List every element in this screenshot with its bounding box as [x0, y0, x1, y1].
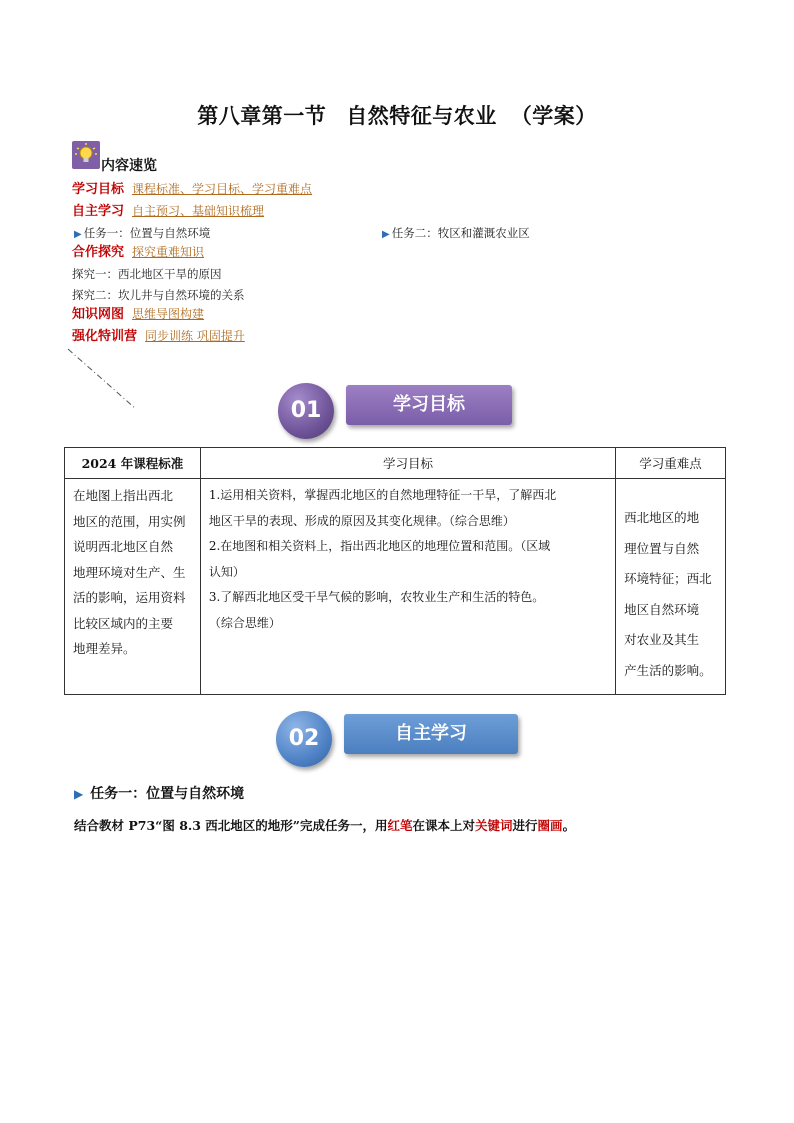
task-b-line: ▶ 任务二：牧区和灌溉农业区 — [382, 226, 530, 240]
task-one-instruction: 结合教材 P73“图 8.3 西北地区的地形”完成任务一，用红笔在课本上对关键词进行圈画。 — [74, 818, 576, 833]
lightbulb-icon — [72, 141, 100, 169]
table-row — [65, 479, 726, 695]
overview-item-goals[interactable]: 学习目标 课程标准、学习目标、学习重难点 — [72, 182, 313, 197]
cell-focus: 西北地区的地 理位置与自然 环境特征；西北 地区自然环境 对农业及其生 产生活的影响。 — [616, 479, 726, 695]
overview-item-mindmap[interactable]: 知识网图 思维导图构建 — [72, 307, 205, 322]
badge-number: 02 — [276, 711, 332, 767]
triangle-right-icon: ▶ — [74, 787, 84, 801]
section-badge-self-study — [276, 711, 522, 771]
task-a-line: ▶ 任务一：位置与自然环境 — [74, 226, 211, 240]
title-topic: 自然特征与农业 — [346, 104, 497, 128]
objectives-table — [64, 447, 726, 695]
overview-item-explore[interactable]: 合作探究 探究重难知识 — [72, 245, 205, 260]
task-one-heading: ▶ 任务一：位置与自然环境 — [74, 786, 245, 802]
header-focus: 学习重难点 — [616, 448, 726, 479]
title-chapter: 第八章第一节 — [197, 104, 327, 128]
header-goals: 学习目标 — [200, 448, 615, 479]
triangle-right-icon: ▶ — [382, 229, 390, 240]
explore-1-line: 探究一：西北地区干旱的原因 — [72, 267, 222, 281]
badge-label: 学习目标 — [346, 385, 512, 425]
page-title — [0, 100, 794, 130]
cell-goals: 1.运用相关资料，掌握西北地区的自然地理特征一干旱，了解西北 地区干旱的表现、形成的原因及其变化规律。（综合思维） 2.在地图和相关资料上，指出西北地区的地理位置和范围。（区域 认知） 3.了解西北地区受干旱气候的影响，农牧业生产和生活的特色。 （综合思维） — [200, 479, 615, 695]
header-standard: 2024 年课程标准 — [65, 448, 201, 479]
decorative-dash-line — [64, 345, 154, 415]
overview-item-practice[interactable]: 强化特训营 同步训练 巩固提升 — [72, 329, 245, 344]
overview-item-self-study[interactable]: 自主学习 自主预习、基础知识梳理 — [72, 204, 265, 219]
title-suffix: （学案） — [510, 104, 597, 128]
badge-label: 自主学习 — [344, 714, 518, 754]
triangle-right-icon: ▶ — [74, 229, 82, 240]
badge-number: 01 — [278, 383, 334, 439]
table-header-row — [65, 448, 726, 479]
section-badge-goals — [278, 383, 518, 443]
overview-label: 内容速览 — [101, 158, 157, 174]
explore-2-line: 探究二：坎儿井与自然环境的关系 — [72, 288, 245, 302]
cell-standard: 在地图上指出西北 地区的范围，用实例 说明西北地区自然 地理环境对生产、生 活的影响，运用资料 比较区域内的主要 地理差异。 — [65, 479, 201, 695]
